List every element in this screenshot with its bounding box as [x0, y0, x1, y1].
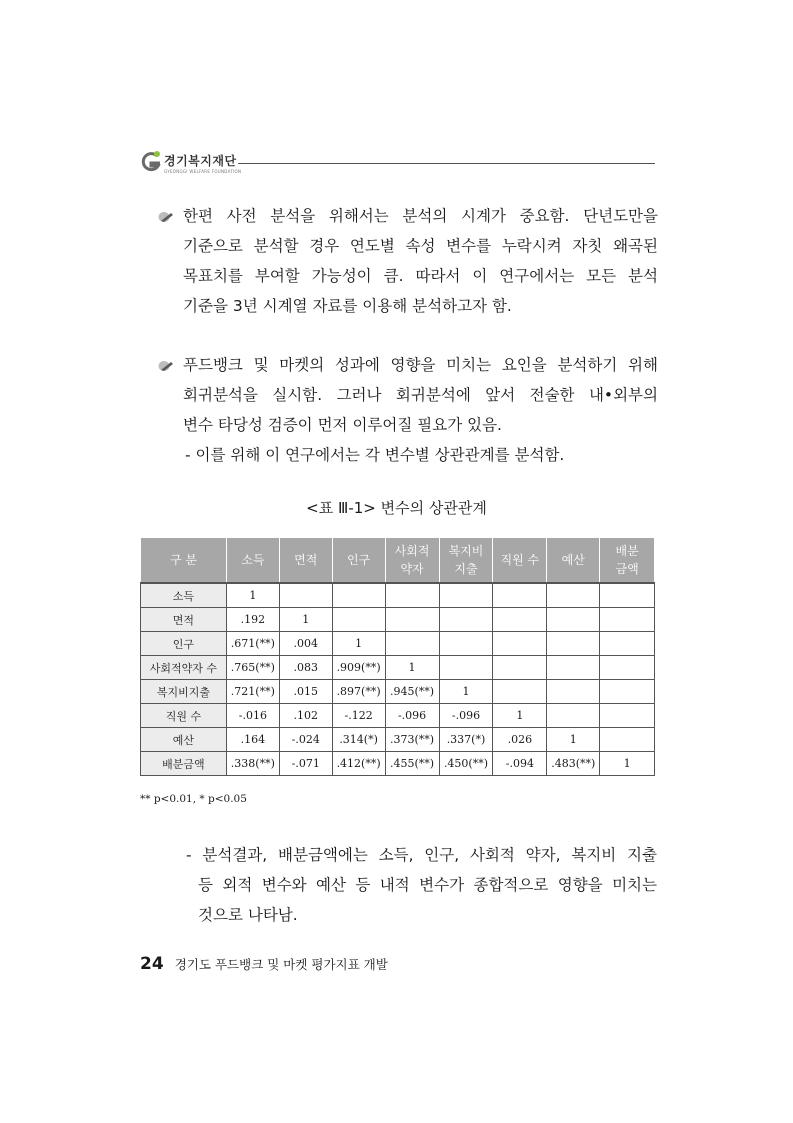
table-cell	[547, 680, 600, 704]
table-cell	[439, 583, 493, 608]
row-label: 복지비지출	[141, 680, 227, 704]
result-paragraph	[186, 840, 657, 930]
header-cell: 배분 금액	[600, 538, 655, 584]
page-number: 24	[140, 954, 164, 974]
org-subtitle: GYEONGGI WELFARE FOUNDATION	[164, 169, 242, 174]
bullet-icon	[158, 210, 175, 223]
result-line: 등 외적 변수와 예산 등 내적 변수가 종합적으로 영향을 미치는	[198, 876, 657, 894]
table-caption: <표 Ⅲ-1> 변수의 상관관계	[306, 499, 487, 517]
table-cell	[547, 583, 600, 608]
table-cell: .083	[279, 656, 332, 680]
row-label: 사회적약자 수	[141, 656, 227, 680]
table-row	[141, 680, 655, 704]
row-label: 면적	[141, 608, 227, 632]
table-header-row	[141, 538, 655, 584]
header-cell: 사회적 약자	[385, 538, 439, 584]
table-cell	[439, 632, 493, 656]
table-cell: .102	[279, 704, 332, 728]
table-cell: 1	[547, 728, 600, 752]
bullet-icon	[158, 359, 175, 372]
table-cell: .909(**)	[332, 656, 385, 680]
row-label: 인구	[141, 632, 227, 656]
table-cell	[547, 608, 600, 632]
table-cell: .897(**)	[332, 680, 385, 704]
paragraph-line: 변수 타당성 검증이 먼저 이루어질 필요가 있음.	[183, 416, 502, 434]
org-name: 경기복지재단	[164, 154, 237, 168]
row-label: 배분금액	[141, 752, 227, 776]
table-cell: .455(**)	[385, 752, 439, 776]
table-cell: .338(**)	[226, 752, 279, 776]
header-cell: 면적	[279, 538, 332, 584]
paragraph-dash-line: - 이를 위해 이 연구에서는 각 변수별 상관관계를 분석함.	[185, 446, 565, 464]
correlation-table	[140, 537, 655, 776]
foundation-logo-icon	[140, 150, 162, 174]
result-line: - 분석결과, 배분금액에는 소득, 인구, 사회적 약자, 복지비 지출	[186, 846, 657, 864]
row-label: 직원 수	[141, 704, 227, 728]
table-cell: 1	[439, 680, 493, 704]
header-cell: 복지비 지출	[439, 538, 493, 584]
table-cell: -.094	[493, 752, 547, 776]
table-cell	[493, 680, 547, 704]
paragraph-line: 목표치를 부여할 가능성이 큼. 따라서 이 연구에서는 모든 분석	[183, 267, 658, 285]
table-cell: .671(**)	[226, 632, 279, 656]
header-cell: 소득	[226, 538, 279, 584]
table-cell	[439, 656, 493, 680]
header-cell: 구 분	[141, 538, 227, 584]
table-cell	[547, 704, 600, 728]
header-rule	[238, 163, 655, 164]
paragraph-line: 한편 사전 분석을 위해서는 분석의 시계가 중요함. 단년도만을	[183, 207, 658, 225]
paragraph-line: 푸드뱅크 및 마켓의 성과에 영향을 미치는 요인을 분석하기 위해	[183, 356, 658, 374]
table-cell: -.122	[332, 704, 385, 728]
table-cell: 1	[385, 656, 439, 680]
paragraph-line: 기준을 3년 시계열 자료를 이용해 분석하고자 함.	[183, 297, 512, 315]
table-cell	[547, 656, 600, 680]
result-line: 것으로 나타남.	[198, 906, 298, 924]
table-cell	[493, 583, 547, 608]
table-cell: .164	[226, 728, 279, 752]
header-cell: 예산	[547, 538, 600, 584]
table-cell	[493, 608, 547, 632]
table-cell: 1	[493, 704, 547, 728]
table-cell	[385, 608, 439, 632]
table-cell	[600, 728, 655, 752]
table-cell: 1	[226, 583, 279, 608]
paragraph-line: 기준으로 분석할 경우 연도별 속성 변수를 누락시켜 자칫 왜곡된	[183, 237, 658, 255]
table-row	[141, 752, 655, 776]
table-cell: .004	[279, 632, 332, 656]
table-cell	[332, 608, 385, 632]
table-cell: .945(**)	[385, 680, 439, 704]
table-cell: .026	[493, 728, 547, 752]
table-cell: .373(**)	[385, 728, 439, 752]
table-cell: 1	[332, 632, 385, 656]
table-cell: .192	[226, 608, 279, 632]
paragraph-2	[163, 350, 658, 470]
table-cell: .483(**)	[547, 752, 600, 776]
table-row	[141, 583, 655, 608]
table-row	[141, 608, 655, 632]
table-cell	[600, 608, 655, 632]
table-cell	[439, 608, 493, 632]
table-cell: .015	[279, 680, 332, 704]
table-cell	[600, 680, 655, 704]
table-row	[141, 656, 655, 680]
table-cell	[385, 583, 439, 608]
table-cell	[493, 656, 547, 680]
header-cell: 직원 수	[493, 538, 547, 584]
table-row	[141, 728, 655, 752]
table-cell: .337(*)	[439, 728, 493, 752]
table-cell	[547, 632, 600, 656]
table-row	[141, 704, 655, 728]
header-cell: 인구	[332, 538, 385, 584]
row-label: 예산	[141, 728, 227, 752]
table-cell	[600, 583, 655, 608]
table-cell: 1	[279, 608, 332, 632]
table-cell	[600, 704, 655, 728]
row-label: 소득	[141, 583, 227, 608]
table-cell	[600, 656, 655, 680]
table-cell: 1	[600, 752, 655, 776]
table-cell	[600, 632, 655, 656]
table-cell: .412(**)	[332, 752, 385, 776]
table-cell: .765(**)	[226, 656, 279, 680]
table-cell: -.016	[226, 704, 279, 728]
table-row	[141, 632, 655, 656]
running-header	[140, 148, 655, 178]
table-cell	[332, 583, 385, 608]
table-cell: .450(**)	[439, 752, 493, 776]
table-cell	[493, 632, 547, 656]
table-cell: -.071	[279, 752, 332, 776]
page-footer	[140, 954, 388, 974]
table-cell: -.096	[439, 704, 493, 728]
paragraph-line: 회귀분석을 실시함. 그러나 회귀분석에 앞서 전술한 내•외부의	[183, 386, 658, 404]
table-cell	[385, 632, 439, 656]
table-cell: -.096	[385, 704, 439, 728]
book-title: 경기도 푸드뱅크 및 마켓 평가지표 개발	[174, 957, 388, 972]
significance-note: ** p<0.01, * p<0.05	[140, 793, 247, 805]
table-cell: .314(*)	[332, 728, 385, 752]
table-cell	[279, 583, 332, 608]
table-cell: -.024	[279, 728, 332, 752]
paragraph-1	[163, 201, 658, 321]
table-cell: .721(**)	[226, 680, 279, 704]
